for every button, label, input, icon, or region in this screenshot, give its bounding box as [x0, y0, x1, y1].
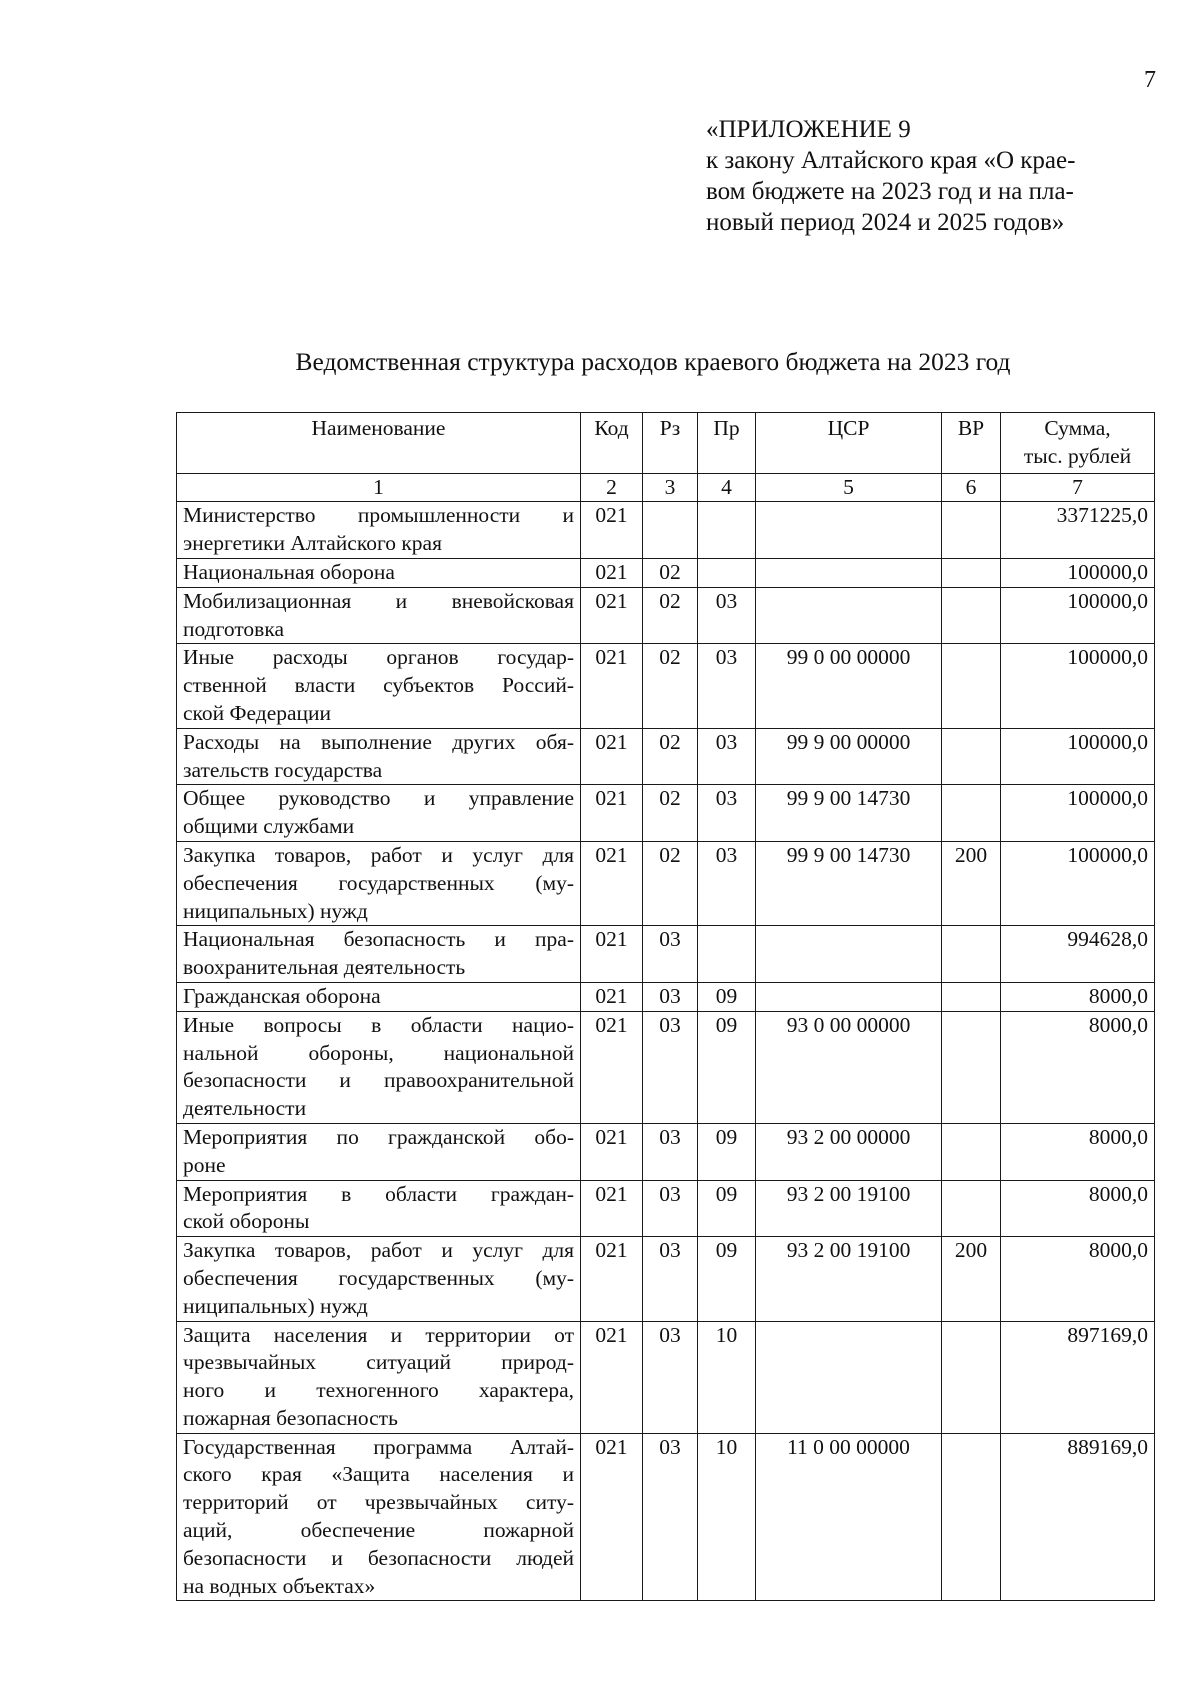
row-csr	[756, 587, 942, 644]
row-code: 021	[581, 926, 643, 983]
row-sum: 100000,0	[1001, 587, 1155, 644]
budget-table	[176, 412, 1155, 1601]
row-sum: 3371225,0	[1001, 502, 1155, 559]
table-row	[177, 982, 1155, 1011]
row-vr	[942, 1180, 1001, 1237]
table-row	[177, 841, 1155, 925]
row-pr: 09	[698, 1011, 756, 1123]
row-csr: 99 9 00 14730	[756, 841, 942, 925]
row-csr: 93 2 00 00000	[756, 1123, 942, 1180]
row-csr	[756, 1321, 942, 1433]
row-name	[177, 982, 581, 1011]
row-pr: 03	[698, 644, 756, 728]
row-csr: 11 0 00 00000	[756, 1433, 942, 1601]
row-code: 021	[581, 1237, 643, 1321]
row-name-line: ниципальных) нужд	[183, 898, 368, 923]
row-code: 021	[581, 644, 643, 728]
row-name-line: Закупка товаров, работ и услуг для	[183, 1238, 574, 1263]
row-sum: 8000,0	[1001, 1237, 1155, 1321]
header-pr: Пр	[698, 413, 756, 474]
row-name-line: Закупка товаров, работ и услуг для	[183, 842, 574, 867]
row-rz: 02	[643, 785, 698, 842]
row-name-line: обеспечения государственных (му-	[183, 870, 574, 895]
row-sum: 8000,0	[1001, 982, 1155, 1011]
row-pr: 03	[698, 587, 756, 644]
header-vr: ВР	[942, 413, 1001, 474]
column-number: 7	[1001, 473, 1155, 502]
row-name	[177, 558, 581, 587]
row-name-line: Гражданская оборона	[183, 983, 381, 1008]
row-vr: 200	[942, 841, 1001, 925]
row-vr	[942, 558, 1001, 587]
table-row	[177, 926, 1155, 983]
row-code: 021	[581, 558, 643, 587]
row-code: 021	[581, 982, 643, 1011]
page-number: 7	[1144, 67, 1156, 93]
document-title: Ведомственная структура расходов краевого бюджета на 2023 год	[295, 347, 1011, 376]
row-name-line: зательств государства	[183, 757, 383, 782]
row-name-line: Защита населения и территории от	[183, 1322, 574, 1347]
row-name-line: ственной власти субъектов Россий-	[183, 673, 574, 698]
appendix-line: новый период 2024 и 2025 годов»	[706, 209, 1065, 236]
row-name-line: на водных объектах»	[183, 1573, 376, 1598]
row-name-line: Национальная безопасность и пра-	[183, 927, 574, 952]
row-code: 021	[581, 1433, 643, 1601]
row-name	[177, 1011, 581, 1123]
table-row	[177, 1011, 1155, 1123]
row-rz: 02	[643, 587, 698, 644]
row-vr	[942, 926, 1001, 983]
row-name-line: Мероприятия по гражданской обо-	[183, 1124, 574, 1149]
appendix-header	[706, 114, 1146, 238]
column-number: 5	[756, 473, 942, 502]
row-name	[177, 926, 581, 983]
row-code: 021	[581, 1123, 643, 1180]
row-vr	[942, 785, 1001, 842]
row-csr: 93 2 00 19100	[756, 1237, 942, 1321]
row-name-line: Расходы на выполнение других обя-	[183, 729, 574, 754]
row-pr	[698, 502, 756, 559]
row-name-line: Иные расходы органов государ-	[183, 645, 574, 670]
row-pr	[698, 558, 756, 587]
row-name-line: нальной обороны, национальной	[183, 1040, 574, 1065]
row-name	[177, 1180, 581, 1237]
row-rz: 02	[643, 558, 698, 587]
row-code: 021	[581, 728, 643, 785]
row-rz: 03	[643, 982, 698, 1011]
row-sum: 8000,0	[1001, 1180, 1155, 1237]
row-rz: 03	[643, 1237, 698, 1321]
column-number: 1	[177, 473, 581, 502]
row-name-line: ской Федерации	[183, 700, 332, 725]
row-pr: 09	[698, 1180, 756, 1237]
row-csr: 93 0 00 00000	[756, 1011, 942, 1123]
row-vr	[942, 502, 1001, 559]
row-name	[177, 1321, 581, 1433]
row-name-line: Мобилизационная и вневойсковая	[183, 588, 574, 613]
table-row	[177, 587, 1155, 644]
row-name	[177, 785, 581, 842]
row-name-line: Общее руководство и управление	[183, 786, 574, 811]
row-name-line: ного и техногенного характера,	[183, 1378, 574, 1403]
header-name: Наименование	[177, 413, 581, 474]
appendix-line: «ПРИЛОЖЕНИЕ 9	[706, 116, 911, 143]
row-code: 021	[581, 1321, 643, 1433]
row-csr	[756, 982, 942, 1011]
row-name-line: Мероприятия в области граждан-	[183, 1181, 574, 1206]
table-row	[177, 728, 1155, 785]
row-csr	[756, 558, 942, 587]
row-name-line: Национальная оборона	[183, 559, 395, 584]
row-csr: 99 0 00 00000	[756, 644, 942, 728]
row-rz: 03	[643, 1123, 698, 1180]
row-vr	[942, 728, 1001, 785]
row-rz: 03	[643, 1433, 698, 1601]
row-csr: 93 2 00 19100	[756, 1180, 942, 1237]
table-row	[177, 1433, 1155, 1601]
row-rz	[643, 502, 698, 559]
row-rz: 03	[643, 926, 698, 983]
table-row	[177, 1180, 1155, 1237]
table-row	[177, 1321, 1155, 1433]
row-name-line: пожарная безопасность	[183, 1405, 398, 1430]
row-sum: 994628,0	[1001, 926, 1155, 983]
row-name-line: общими службами	[183, 814, 355, 839]
appendix-line: вом бюджете на 2023 год и на пла-	[706, 178, 1074, 205]
row-name-line: безопасности и безопасности людей	[183, 1545, 574, 1570]
row-sum: 100000,0	[1001, 558, 1155, 587]
row-sum: 100000,0	[1001, 728, 1155, 785]
row-sum: 897169,0	[1001, 1321, 1155, 1433]
row-name-line: ниципальных) нужд	[183, 1293, 368, 1318]
row-vr	[942, 1433, 1001, 1601]
row-name	[177, 587, 581, 644]
row-sum: 100000,0	[1001, 785, 1155, 842]
table-row	[177, 502, 1155, 559]
row-code: 021	[581, 587, 643, 644]
row-csr: 99 9 00 00000	[756, 728, 942, 785]
table-row	[177, 644, 1155, 728]
column-number: 6	[942, 473, 1001, 502]
row-csr	[756, 502, 942, 559]
column-number-row	[177, 473, 1155, 502]
row-rz: 02	[643, 841, 698, 925]
row-name-line: деятельности	[183, 1096, 307, 1121]
row-vr	[942, 587, 1001, 644]
row-vr	[942, 1011, 1001, 1123]
row-name	[177, 1237, 581, 1321]
row-vr	[942, 982, 1001, 1011]
row-pr: 09	[698, 1237, 756, 1321]
row-sum: 8000,0	[1001, 1123, 1155, 1180]
row-code: 021	[581, 1011, 643, 1123]
row-name-line: обеспечения государственных (му-	[183, 1265, 574, 1290]
row-name-line: роне	[183, 1152, 226, 1177]
row-name	[177, 841, 581, 925]
row-name-line: энергетики Алтайского края	[183, 531, 442, 556]
row-rz: 03	[643, 1321, 698, 1433]
row-name-line: безопасности и правоохранительной	[183, 1068, 574, 1093]
row-name	[177, 502, 581, 559]
column-number: 3	[643, 473, 698, 502]
table-row	[177, 558, 1155, 587]
row-name	[177, 644, 581, 728]
row-vr: 200	[942, 1237, 1001, 1321]
row-csr	[756, 926, 942, 983]
table-body	[177, 502, 1155, 1601]
column-number: 4	[698, 473, 756, 502]
row-csr: 99 9 00 14730	[756, 785, 942, 842]
table-row	[177, 1237, 1155, 1321]
row-rz: 03	[643, 1180, 698, 1237]
row-name-line: воохранительная деятельность	[183, 955, 466, 980]
row-name-line: ского края «Защита населения и	[183, 1462, 574, 1487]
row-vr	[942, 1123, 1001, 1180]
row-pr: 10	[698, 1433, 756, 1601]
row-pr: 09	[698, 1123, 756, 1180]
row-name-line: ской обороны	[183, 1209, 310, 1234]
row-pr	[698, 926, 756, 983]
header-sum: Сумма, тыс. рублей	[1001, 413, 1155, 474]
row-pr: 03	[698, 841, 756, 925]
header-row	[177, 413, 1155, 474]
appendix-line: к закону Алтайского края «О крае-	[706, 147, 1076, 174]
row-name-line: чрезвычайных ситуаций природ-	[183, 1350, 574, 1375]
row-name	[177, 1123, 581, 1180]
row-code: 021	[581, 785, 643, 842]
row-sum: 8000,0	[1001, 1011, 1155, 1123]
header-code: Код	[581, 413, 643, 474]
row-name-line: аций, обеспечение пожарной	[183, 1518, 574, 1543]
row-rz: 02	[643, 644, 698, 728]
row-code: 021	[581, 502, 643, 559]
row-pr: 03	[698, 785, 756, 842]
column-number: 2	[581, 473, 643, 502]
row-pr: 03	[698, 728, 756, 785]
row-name-line: территорий от чрезвычайных ситу-	[183, 1490, 574, 1515]
row-name-line: подготовка	[183, 616, 285, 641]
row-sum: 889169,0	[1001, 1433, 1155, 1601]
row-name-line: Государственная программа Алтай-	[183, 1434, 574, 1459]
row-vr	[942, 1321, 1001, 1433]
header-csr: ЦСР	[756, 413, 942, 474]
row-pr: 10	[698, 1321, 756, 1433]
row-rz: 02	[643, 728, 698, 785]
row-sum: 100000,0	[1001, 841, 1155, 925]
row-name	[177, 1433, 581, 1601]
table-row	[177, 1123, 1155, 1180]
row-name-line: Министерство промышленности и	[183, 503, 574, 528]
row-code: 021	[581, 1180, 643, 1237]
table-row	[177, 785, 1155, 842]
row-vr	[942, 644, 1001, 728]
row-rz: 03	[643, 1011, 698, 1123]
row-sum: 100000,0	[1001, 644, 1155, 728]
header-rz: Рз	[643, 413, 698, 474]
row-code: 021	[581, 841, 643, 925]
row-name	[177, 728, 581, 785]
row-pr: 09	[698, 982, 756, 1011]
row-name-line: Иные вопросы в области нацио-	[183, 1012, 574, 1037]
